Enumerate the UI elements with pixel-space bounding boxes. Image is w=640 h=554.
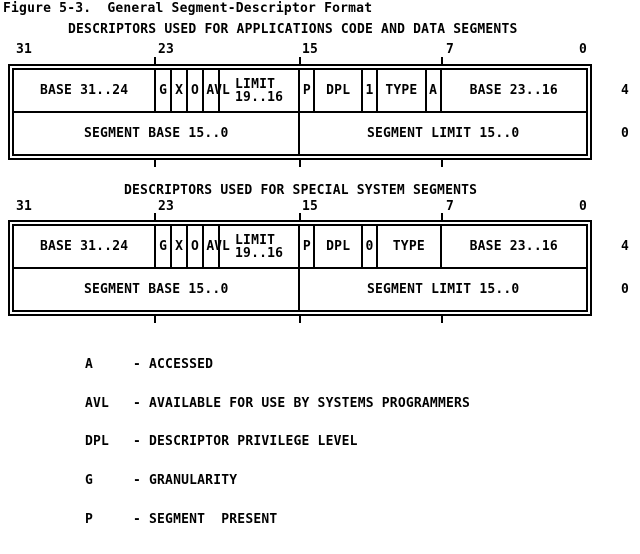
cell-segment-base-15-0: SEGMENT BASE 15..0 [14, 269, 300, 310]
cell-s-bit: 1 [363, 70, 378, 111]
cell-avl-bit: AVL [204, 70, 220, 111]
figure-title: Figure 5-3. General Segment-Descriptor Format [3, 1, 373, 16]
cell-avl-bit: AVL [204, 226, 220, 267]
legend-dash: - [133, 434, 142, 450]
tick-mark [154, 213, 156, 220]
cell-limit-19-16: LIMIT 19..16 [220, 226, 301, 267]
legend-definition: ACCESSED [149, 357, 214, 372]
cell-segment-base-15-0: SEGMENT BASE 15..0 [14, 113, 300, 154]
cell-segment-limit-15-0: SEGMENT LIMIT 15..0 [366, 282, 520, 297]
bit-label-0: 0 [579, 199, 588, 214]
legend-definition: AVAILABLE FOR USE BY SYSTEMS PROGRAMMERS [149, 395, 471, 411]
tick-mark [154, 160, 156, 167]
legend [85, 333, 470, 553]
bit-label-23: 23 [158, 42, 175, 57]
legend-row-avl [85, 395, 471, 411]
bit-label-15: 15 [302, 199, 319, 214]
bit-label-15: 15 [302, 42, 319, 57]
bit-label-0: 0 [579, 42, 588, 57]
cell-dpl: DPL [315, 70, 363, 111]
tick-mark [299, 316, 301, 323]
cell-o-bit: O [188, 70, 204, 111]
tick-mark [154, 316, 156, 323]
bit-label-31: 31 [16, 42, 33, 57]
descriptor-byte4-row [14, 70, 586, 111]
byte-offset-0: 0 [621, 126, 630, 141]
cell-limit-19-16: LIMIT 19..16 [220, 70, 301, 111]
legend-symbol: AVL [85, 395, 110, 411]
tick-mark [299, 213, 301, 220]
cell-g-bit: G [156, 226, 172, 267]
cell-type: TYPE [378, 70, 427, 111]
tick-mark [441, 316, 443, 323]
cell-x-bit: X [172, 226, 188, 267]
bit-label-23: 23 [158, 199, 175, 214]
cell-base-23-16: BASE 23..16 [469, 83, 558, 98]
cell-p-bit: P [300, 70, 315, 111]
byte-offset-0: 0 [621, 282, 630, 297]
byte-offset-4: 4 [621, 83, 630, 98]
descriptor-byte0-row [14, 267, 586, 310]
legend-row-a [85, 359, 470, 372]
tick-mark [441, 160, 443, 167]
legend-row-p [85, 511, 470, 527]
legend-definition: SEGMENT PRESENT [149, 511, 278, 527]
tick-mark [154, 57, 156, 64]
descriptor-byte0-row [14, 111, 586, 154]
cell-base-23-16: BASE 23..16 [469, 239, 558, 254]
descriptor-byte4-row [14, 226, 586, 267]
byte-offset-4: 4 [621, 239, 630, 254]
legend-definition: DESCRIPTOR PRIVILEGE LEVEL [149, 434, 358, 450]
tick-mark [441, 57, 443, 64]
descriptor-box-inner [12, 224, 588, 312]
legend-symbol: G [85, 473, 94, 489]
cell-type: TYPE [378, 226, 442, 267]
descriptor-box-inner [12, 68, 588, 156]
tick-mark [299, 160, 301, 167]
cell-segment-limit-15-0: SEGMENT LIMIT 15..0 [366, 126, 520, 141]
legend-row-g [85, 475, 470, 488]
cell-o-bit: O [188, 226, 204, 267]
cell-base-31-24: BASE 31..24 [14, 226, 156, 267]
cell-base-31-24: BASE 31..24 [14, 70, 156, 111]
legend-dash: - [133, 473, 142, 489]
applications-table-heading: DESCRIPTORS USED FOR APPLICATIONS CODE AND DATA SEGMENTS [68, 22, 518, 37]
tick-mark [299, 57, 301, 64]
cell-s-bit: 0 [363, 226, 378, 267]
cell-g-bit: G [156, 70, 172, 111]
legend-symbol: P [85, 511, 94, 527]
legend-dash: - [133, 395, 142, 411]
tick-mark [441, 213, 443, 220]
system-descriptor-table [8, 220, 592, 316]
bit-label-7: 7 [446, 199, 455, 214]
applications-descriptor-table [8, 64, 592, 160]
legend-row-dpl [85, 436, 470, 449]
legend-dash: - [133, 511, 142, 527]
bit-label-7: 7 [446, 42, 455, 57]
legend-symbol: A [85, 357, 94, 372]
cell-x-bit: X [172, 70, 188, 111]
bit-label-31: 31 [16, 199, 33, 214]
cell-p-bit: P [300, 226, 315, 267]
legend-symbol: DPL [85, 434, 110, 450]
legend-dash: - [133, 357, 142, 372]
cell-dpl: DPL [315, 226, 363, 267]
cell-a-bit: A [427, 70, 442, 111]
system-table-heading: DESCRIPTORS USED FOR SPECIAL SYSTEM SEGMENTS [124, 183, 478, 198]
legend-definition: GRANULARITY [149, 473, 238, 489]
